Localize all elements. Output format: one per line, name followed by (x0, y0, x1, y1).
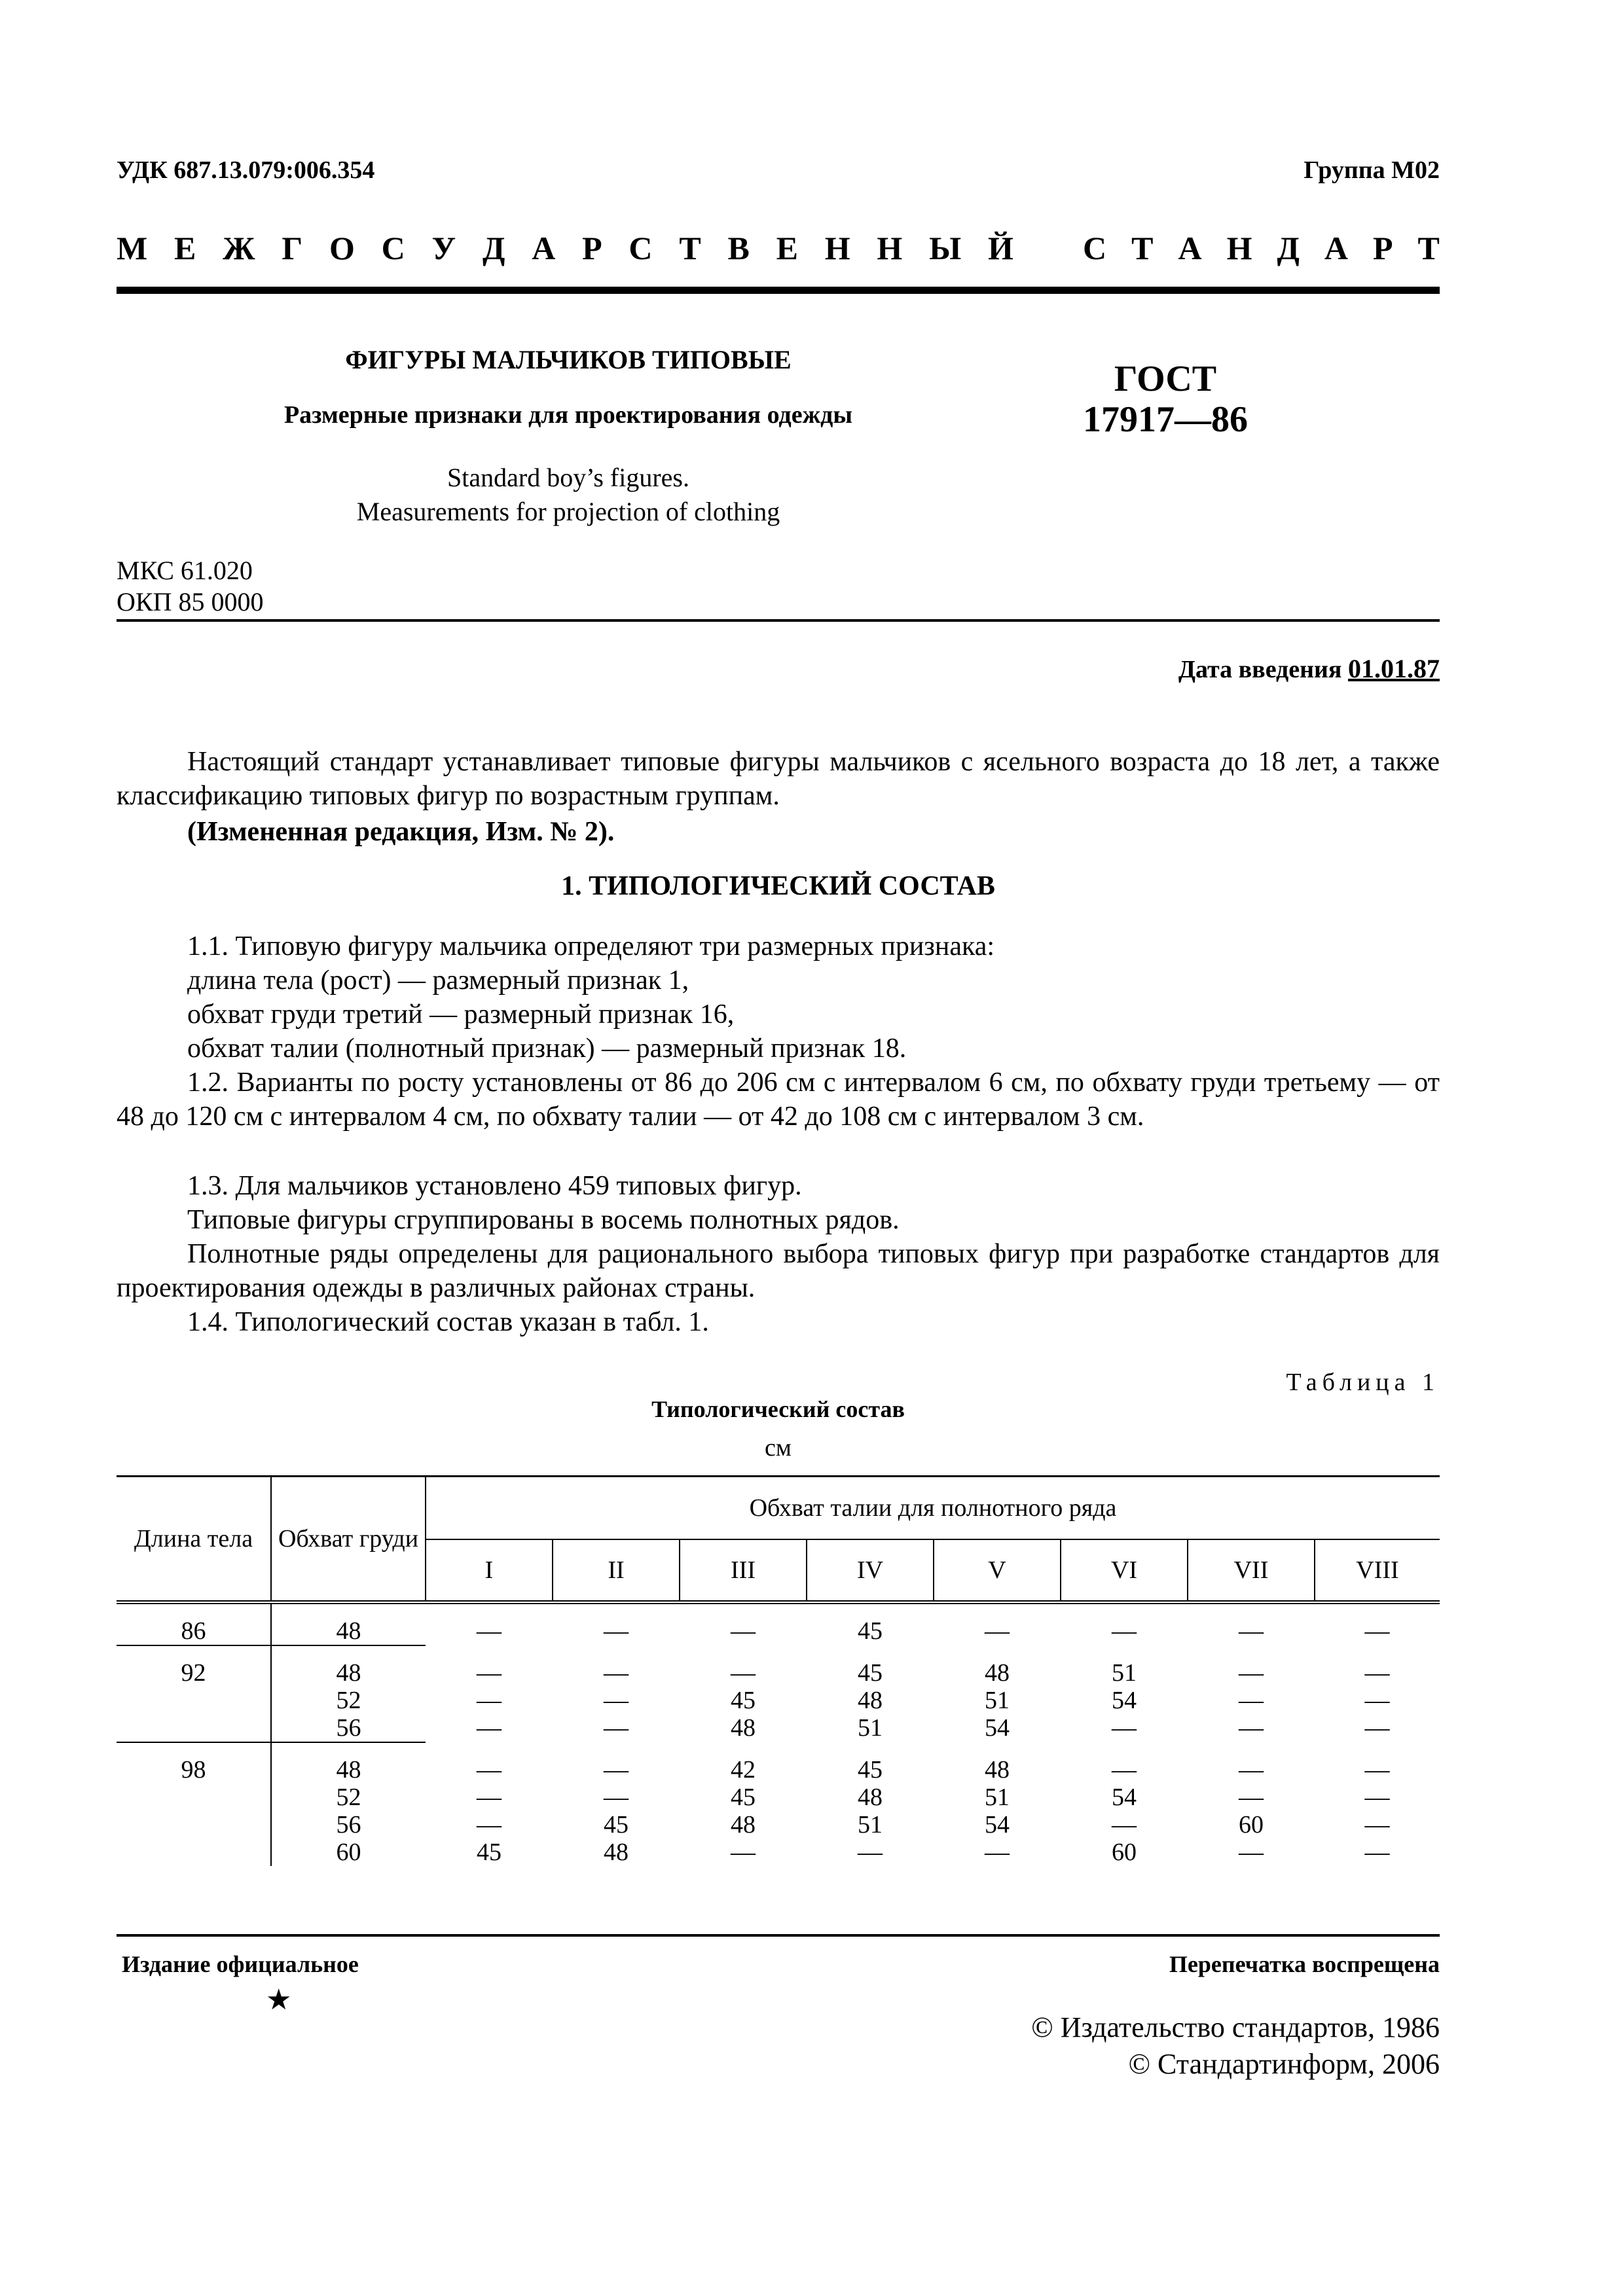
waist-cell: 45 (858, 1659, 883, 1687)
waist-cell: 45 (731, 1783, 756, 1811)
title-block (117, 340, 1020, 529)
waist-cell: 48 (858, 1686, 883, 1714)
chest-cell: 60 (271, 1839, 426, 1866)
waist-cell: — (1364, 1617, 1390, 1645)
banner-word-standard (1083, 229, 1440, 275)
waist-cell: — (1239, 1617, 1264, 1645)
series-header-cell: VII (1188, 1539, 1315, 1602)
banner-word1-letter: А (532, 230, 556, 266)
waist-cell: — (604, 1783, 629, 1811)
banner-word1-letter: Ж (223, 230, 255, 266)
star-icon: ★ (266, 1984, 292, 2016)
waist-cell: 48 (731, 1714, 756, 1742)
gost-number: 17917—86 (1083, 399, 1248, 440)
copyright-1986: © Издательство стандартов, 1986 (1031, 2011, 1440, 2043)
waist-cell: — (1239, 1714, 1264, 1742)
waist-cell: — (604, 1617, 629, 1645)
clause-1-2: 1.2. Варианты по росту установлены от 86 до 206 см с интервалом 6 см, по обхвату груди третьему — от 48 до 120 см с интервалом 4 см, по обхвату талии — от 42 до 108 см с интервалом 3 см. (117, 1067, 1440, 1132)
waist-cell: — (1364, 1659, 1390, 1687)
banner-word1-letter: Е (173, 230, 196, 266)
waist-cell: 45 (604, 1810, 629, 1839)
table-row (117, 1756, 1440, 1784)
waist-cell: — (1112, 1810, 1137, 1839)
waist-cell: 45 (858, 1617, 883, 1645)
banner-word1-letter: Ы (929, 230, 962, 266)
waist-cell: 48 (985, 1755, 1010, 1784)
english-title-line1: Standard boy’s figures. (447, 463, 689, 492)
banner-word1-letter: У (431, 230, 456, 266)
banner-word1-letter: Т (679, 230, 701, 266)
waist-cell: — (1239, 1755, 1264, 1784)
header-height: Длина тела (117, 1477, 271, 1602)
table-row (117, 1784, 1440, 1811)
waist-cell: — (477, 1617, 501, 1645)
chest-cell: 48 (271, 1617, 426, 1645)
table-row (117, 1714, 1440, 1742)
series-header-cell: VI (1061, 1539, 1188, 1602)
waist-cell: — (731, 1659, 756, 1687)
clause-1-1-item-b: обхват груди третий — размерный признак 16, (187, 999, 735, 1030)
waist-cell: 60 (1239, 1810, 1264, 1839)
table-row (117, 1617, 1440, 1645)
clause-1-3: 1.3. Для мальчиков установлено 459 типовых фигур. (187, 1171, 802, 1201)
waist-cell: 45 (858, 1755, 883, 1784)
series-header-cell: I (426, 1539, 553, 1602)
waist-cell: 51 (985, 1686, 1010, 1714)
waist-cell: — (1239, 1686, 1264, 1714)
intro-paragraph: Настоящий стандарт устанавливает типовые фигуры мальчиков с ясельного возраста до 18 лет, а также классификацию типовых фигур по возрастным группам. (117, 747, 1440, 811)
height-cell (117, 1839, 271, 1866)
chest-cell: 56 (271, 1811, 426, 1839)
official-edition: Издание официальное (122, 1951, 359, 1977)
group-spacer (117, 1602, 1440, 1617)
banner-word2-letter: С (1083, 230, 1107, 266)
waist-cell: — (1112, 1617, 1137, 1645)
waist-cell: — (604, 1659, 629, 1687)
banner-word1-letter: Н (824, 230, 850, 266)
banner-word2-letter: Т (1417, 230, 1440, 266)
copyright-block (1031, 2009, 1440, 2083)
waist-cell: — (1112, 1755, 1137, 1784)
group-spacer (117, 1742, 1440, 1756)
waist-cell: — (985, 1617, 1010, 1645)
waist-cell: — (1239, 1783, 1264, 1811)
table-row (117, 1811, 1440, 1839)
introduction-date-label: Дата введения (1178, 656, 1342, 683)
waist-cell: 45 (731, 1686, 756, 1714)
copyright-2006: © Стандартинформ, 2006 (1128, 2048, 1440, 2080)
table-body (117, 1602, 1440, 1866)
waist-cell: — (1364, 1714, 1390, 1742)
group-code: Группа М02 (1304, 156, 1440, 184)
clause-1-1: 1.1. Типовую фигуру мальчика определяют три размерных признака: (187, 931, 995, 961)
classification-rule (117, 619, 1440, 622)
banner-word1-letter: Д (483, 230, 505, 266)
clause-1-3-rows: Полнотные ряды определены для рационального выбора типовых фигур при разработке стандартов для проектирования одежды в различных районах страны. (117, 1239, 1440, 1303)
waist-cell: 51 (1112, 1659, 1137, 1687)
introduction-date-value: 01.01.87 (1348, 654, 1440, 683)
banner-word2-letter: Р (1373, 230, 1393, 266)
intro-amendment: (Измененная редакция, Изм. № 2). (187, 817, 615, 847)
waist-cell: — (477, 1714, 501, 1742)
waist-cell: 48 (604, 1838, 629, 1866)
waist-cell: 48 (985, 1659, 1010, 1687)
height-cell: 86 (181, 1617, 206, 1645)
height-cell: 98 (181, 1755, 206, 1784)
clause-1-1-item-a: длина тела (рост) — размерный признак 1, (187, 965, 689, 996)
waist-cell: — (604, 1714, 629, 1742)
waist-cell: — (731, 1838, 756, 1866)
banner-word1-letter: Г (282, 230, 303, 266)
group-spacer (117, 1645, 1440, 1659)
waist-cell: — (477, 1755, 501, 1784)
mks-code: МКС 61.020 (117, 556, 253, 585)
udk-code: УДК 687.13.079:006.354 (117, 156, 375, 184)
banner-word2-letter: Д (1277, 230, 1300, 266)
banner-word1-letter: М (117, 230, 148, 266)
banner-word2-letter: А (1178, 230, 1202, 266)
waist-cell: 48 (858, 1783, 883, 1811)
classification-codes (117, 555, 263, 618)
table-row (117, 1839, 1440, 1866)
waist-cell: 54 (1112, 1686, 1137, 1714)
chest-cell: 52 (271, 1784, 426, 1811)
header-rule (117, 287, 1440, 294)
series-header-cell: III (680, 1539, 807, 1602)
series-header-cell: II (553, 1539, 680, 1602)
english-title-line2: Measurements for projection of clothing (356, 497, 780, 526)
banner-word1-letter: В (727, 230, 750, 266)
banner-word2-letter: Т (1131, 230, 1154, 266)
waist-cell: — (858, 1838, 883, 1866)
table-1-label: Таблица 1 (1286, 1369, 1440, 1396)
clause-1-4: 1.4. Типологический состав указан в табл. 1. (187, 1307, 709, 1337)
waist-cell: — (477, 1810, 501, 1839)
table-row (117, 1659, 1440, 1687)
height-cell: 92 (181, 1659, 206, 1687)
waist-cell: — (1364, 1783, 1390, 1811)
height-cell (117, 1714, 271, 1742)
header-chest: Обхват груди (271, 1477, 426, 1602)
table-row (117, 1687, 1440, 1714)
chest-cell: 48 (271, 1756, 426, 1784)
chest-cell: 56 (271, 1714, 426, 1742)
introduction-date (1178, 653, 1440, 684)
typological-table (117, 1475, 1440, 1866)
waist-cell: — (1364, 1838, 1390, 1866)
waist-cell: 51 (858, 1714, 883, 1742)
chest-cell: 52 (271, 1687, 426, 1714)
gost-label: ГОСТ (1114, 359, 1217, 399)
height-cell (117, 1811, 271, 1839)
waist-cell: — (1364, 1810, 1390, 1839)
document-subtitle: Размерные признаки для проектирования одежды (283, 401, 853, 429)
waist-cell: — (1239, 1659, 1264, 1687)
waist-cell: — (1239, 1838, 1264, 1866)
waist-cell: — (604, 1755, 629, 1784)
standard-banner (117, 229, 1440, 275)
banner-word2-letter: Н (1226, 230, 1252, 266)
waist-cell: — (604, 1686, 629, 1714)
header-waist-group: Обхват талии для полнотного ряда (426, 1477, 1440, 1539)
waist-cell: 45 (477, 1838, 501, 1866)
banner-word2-letter: А (1324, 230, 1348, 266)
waist-cell: — (477, 1783, 501, 1811)
waist-cell: — (731, 1617, 756, 1645)
reprint-prohibited: Перепечатка воспрещена (1169, 1951, 1440, 1977)
banner-word1-letter: Й (988, 230, 1013, 266)
waist-cell: 51 (858, 1810, 883, 1839)
waist-cell: — (1364, 1755, 1390, 1784)
banner-word1-letter: Е (776, 230, 798, 266)
waist-cell: 54 (985, 1714, 1010, 1742)
clause-1-1-item-c: обхват талии (полнотный признак) — размерный признак 18. (187, 1033, 907, 1064)
banner-word1-letter: С (629, 230, 653, 266)
gost-designation (1074, 359, 1257, 440)
height-cell (117, 1687, 271, 1714)
waist-cell: 51 (985, 1783, 1010, 1811)
banner-word1-letter: Р (582, 230, 602, 266)
waist-cell: — (477, 1686, 501, 1714)
waist-cell: 42 (731, 1755, 756, 1784)
document-title: ФИГУРЫ МАЛЬЧИКОВ ТИПОВЫЕ (345, 345, 792, 374)
series-header-cell: V (934, 1539, 1061, 1602)
waist-cell: — (477, 1659, 501, 1687)
section-1-heading: 1. ТИПОЛОГИЧЕСКИЙ СОСТАВ (561, 871, 995, 901)
table-1-unit: см (765, 1434, 792, 1462)
waist-cell: — (1112, 1714, 1137, 1742)
waist-cell: — (985, 1838, 1010, 1866)
banner-word1-letter: О (329, 230, 355, 266)
series-header-cell: IV (807, 1539, 934, 1602)
waist-cell: — (1364, 1686, 1390, 1714)
waist-cell: 60 (1112, 1838, 1137, 1866)
okp-code: ОКП 85 0000 (117, 587, 264, 617)
waist-cell: 54 (1112, 1783, 1137, 1811)
height-cell (117, 1784, 271, 1811)
clause-1-3-groups: Типовые фигуры сгруппированы в восемь полнотных рядов. (187, 1205, 900, 1235)
table-1-title: Типологический состав (651, 1396, 905, 1422)
banner-word-interstate (117, 229, 1013, 275)
waist-cell: 48 (731, 1810, 756, 1839)
banner-word1-letter: Н (877, 230, 903, 266)
series-header-cell: VIII (1315, 1539, 1440, 1602)
waist-cell: 54 (985, 1810, 1010, 1839)
chest-cell: 48 (271, 1659, 426, 1687)
banner-word1-letter: С (381, 230, 405, 266)
footer-rule (117, 1934, 1440, 1937)
